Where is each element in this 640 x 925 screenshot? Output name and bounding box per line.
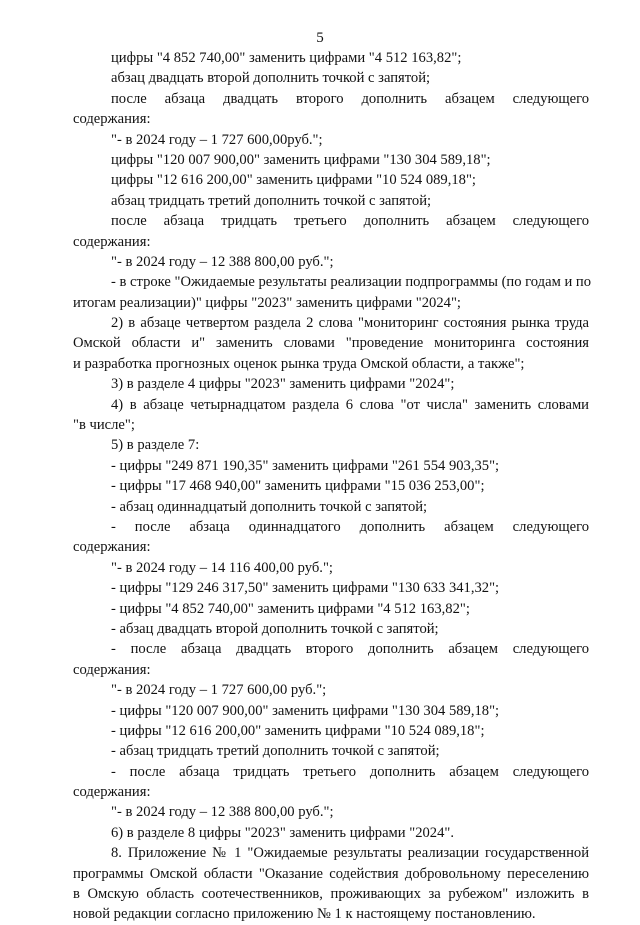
text-line: содержания: bbox=[73, 233, 151, 250]
text-line: "- в 2024 году – 1 727 600,00руб."; bbox=[111, 131, 323, 148]
text-line: 2) в абзаце четвертом раздела 2 слова "мониторинг состояния рынка труда bbox=[111, 315, 589, 332]
text-line: - после абзаца тридцать третьего дополнить абзацем следующего bbox=[111, 763, 589, 780]
text-line: итогам реализации)" цифры "2023" заменить цифрами "2024"; bbox=[73, 294, 461, 311]
text-line: цифры "4 852 740,00" заменить цифрами "4 512 163,82"; bbox=[111, 50, 462, 66]
text-line: - цифры "12 616 200,00" заменить цифрами "10 524 089,18"; bbox=[111, 722, 485, 739]
text-line: - цифры "129 246 317,50" заменить цифрами "130 633 341,32"; bbox=[111, 580, 500, 597]
text-line: после абзаца тридцать третьего дополнить абзацем следующего bbox=[111, 213, 589, 230]
text-line: - цифры "17 468 940,00" заменить цифрами "15 036 253,00"; bbox=[111, 478, 485, 495]
text-line: 3) в разделе 4 цифры "2023" заменить цифрами "2024"; bbox=[111, 376, 455, 393]
text-line: цифры "12 616 200,00" заменить цифрами "10 524 089,18"; bbox=[111, 172, 476, 189]
text-line: - после абзаца одиннадцатого дополнить абзацем следующего bbox=[111, 518, 589, 535]
text-line: "- в 2024 году – 12 388 800,00 руб."; bbox=[111, 804, 334, 821]
text-line: "- в 2024 году – 12 388 800,00 руб."; bbox=[111, 253, 334, 270]
text-line: новой редакции согласно приложению № 1 к настоящему постановлению. bbox=[73, 906, 536, 923]
text-line: - цифры "120 007 900,00" заменить цифрами "130 304 589,18"; bbox=[111, 702, 500, 719]
text-line: "- в 2024 году – 1 727 600,00 руб."; bbox=[111, 682, 327, 699]
text-line: - абзац тридцать третий дополнить точкой с запятой; bbox=[111, 743, 440, 760]
text-line: программы Омской области "Оказание содействия добровольному переселению bbox=[73, 865, 589, 882]
text-line: содержания: bbox=[73, 784, 151, 801]
text-line: после абзаца двадцать второго дополнить абзацем следующего bbox=[111, 90, 589, 107]
text-line: 5) в разделе 7: bbox=[111, 437, 200, 454]
text-line: абзац двадцать второй дополнить точкой с запятой; bbox=[111, 70, 431, 87]
text-line: "в числе"; bbox=[73, 417, 135, 434]
text-line: содержания: bbox=[73, 539, 151, 556]
text-line: - в строке "Ожидаемые результаты реализации подпрограммы (по годам и по bbox=[111, 274, 592, 291]
text-line: в Омскую область соотечественников, проживающих за рубежом" изложить в bbox=[73, 886, 589, 903]
text-line: цифры "120 007 900,00" заменить цифрами "130 304 589,18"; bbox=[111, 151, 491, 168]
text-line: содержания: bbox=[73, 111, 151, 128]
text-line: содержания: bbox=[73, 661, 151, 678]
text-line: "- в 2024 году – 14 116 400,00 руб."; bbox=[111, 559, 333, 576]
text-line: - цифры "4 852 740,00" заменить цифрами "4 512 163,82"; bbox=[111, 600, 470, 617]
document-body bbox=[73, 48, 592, 925]
text-line: 8. Приложение № 1 "Ожидаемые результаты реализации государственной bbox=[111, 845, 589, 862]
text-line: 4) в абзаце четырнадцатом раздела 6 слова "от числа" заменить словами bbox=[111, 396, 589, 413]
text-line: - абзац одиннадцатый дополнить точкой с запятой; bbox=[111, 498, 428, 515]
text-line: абзац тридцать третий дополнить точкой с запятой; bbox=[111, 192, 432, 209]
text-line: - после абзаца двадцать второго дополнить абзацем следующего bbox=[111, 641, 589, 658]
text-line: Омской области и" заменить словами "проведение мониторинга состояния bbox=[73, 335, 589, 352]
text-line: 6) в разделе 8 цифры "2023" заменить цифрами "2024". bbox=[111, 824, 455, 841]
text-line: - абзац двадцать второй дополнить точкой с запятой; bbox=[111, 620, 439, 637]
page-number: 5 bbox=[316, 30, 324, 46]
text-line: и разработка прогнозных оценок рынка труда Омской области, а также"; bbox=[73, 355, 525, 372]
text-line: - цифры "249 871 190,35" заменить цифрами "261 554 903,35"; bbox=[111, 457, 500, 474]
